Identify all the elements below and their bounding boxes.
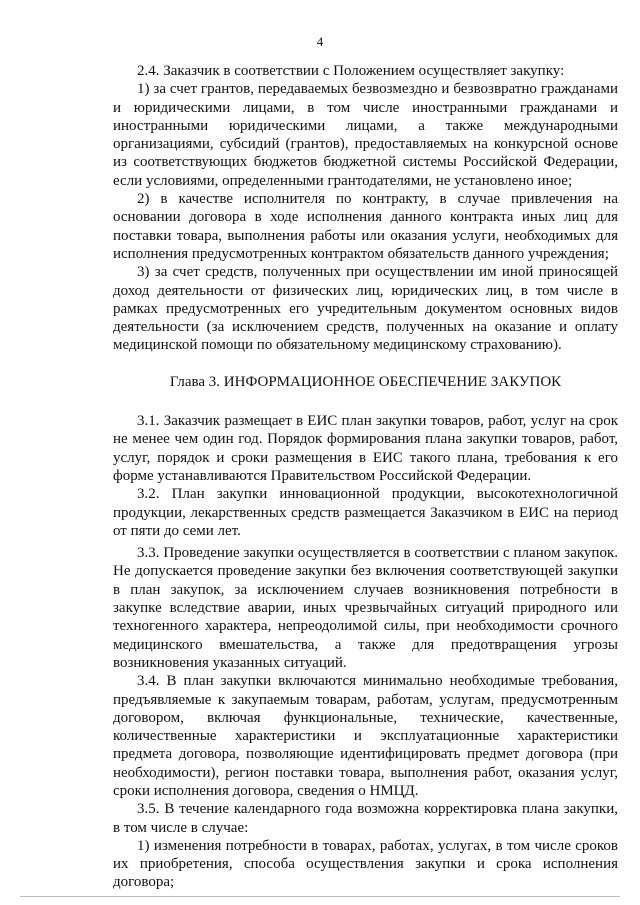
page-number: 4 — [316, 34, 324, 49]
paragraph-3-5-item-1: 1) изменения потребности в товарах, работах, услугах, в том числе сроков их приобретения, способа осуществления закупки и срока исполнения договора; — [113, 837, 618, 891]
paragraph-2-4: 2.4. Заказчик в соответствии с Положением осуществляет закупку: — [137, 63, 565, 79]
paragraph-3-2: 3.2. План закупки инновационной продукции, высокотехнологичной продукции, лекарственных средств размещается Заказчиком в ЕИС на период от пяти до семи лет. — [113, 486, 618, 539]
paragraph-3-4: 3.4. В план закупки включаются минимально необходимые требования, предъявляемые к закупаемым товарам, работам, услугам, предусмотренным договором, включая функциональные, технические, качественные, количественные характеристики и эксплуатационные характеристики предмета договора, позволяющие идентифицировать предмет договора (при необходимости), регион поставки товара, выполнения работ, оказания услуг, сроки исполнения договора, сведения о НМЦД. — [113, 673, 618, 799]
paragraph-2-4-item-2: 2) в качестве исполнителя по контракту, в случае привлечения на основании договора в ходе исполнения данного контракта иных лиц для поставки товара, выполнения работы или оказания услуги, необходимых для исполнения предусмотренных контрактом обязательств данного учреждения; — [113, 191, 618, 262]
paragraph-3-1: 3.1. Заказчик размещает в ЕИС план закупки товаров, работ, услуг на срок не менее чем один год. Порядок формирования плана закупки товаров, работ, услуг, порядок и сроки размещения в ЕИС такого плана, требования к его форме устанавливаются Правительством Российской Федерации. — [113, 413, 618, 484]
chapter-title: Глава 3. ИНФОРМАЦИОННОЕ ОБЕСПЕЧЕНИЕ ЗАКУПОК — [169, 373, 562, 390]
paragraph-2-4-item-1: 1) за счет грантов, передаваемых безвозмездно и безвозвратно гражданами и юридическими лицами, в том числе иностранными гражданами и иностранными юридическими лицами, а также международными организациями, субсидий (грантов), предоставляемых на конкурсной основе из соответствующих бюджетов бюджетной системы Российской Федерации, если условиями, определенными грантодателями, не установлено иное; — [113, 81, 618, 189]
document-body — [113, 62, 618, 892]
scan-bottom-edge — [20, 896, 620, 897]
paragraph-2-4-item-3: 3) за счет средств, полученных при осуществлении им иной приносящей доход деятельности от физических лиц, юридических лиц, в том числе в рамках предусмотренных его учредительным документом основных видов деятельности (за исключением средств, полученных на оказание и оплату медицинской помощи по обязательному медицинскому страхованию). — [113, 264, 618, 354]
paragraph-3-5: 3.5. В течение календарного года возможна корректировка плана закупки, в том числе в случае: — [113, 801, 618, 836]
paragraph-3-3: 3.3. Проведение закупки осуществляется в соответствии с планом закупок. Не допускается проведение закупки без включения соответствующей закупки в план закупок, за исключением случаев возникновения потребности в закупке вследствие аварии, иных чрезвычайных ситуаций природного или техногенного характера, непреодолимой силы, при необходимости срочного медицинского вмешательства, а также для предотвращения угрозы возникновения указанных ситуаций. — [113, 545, 618, 671]
